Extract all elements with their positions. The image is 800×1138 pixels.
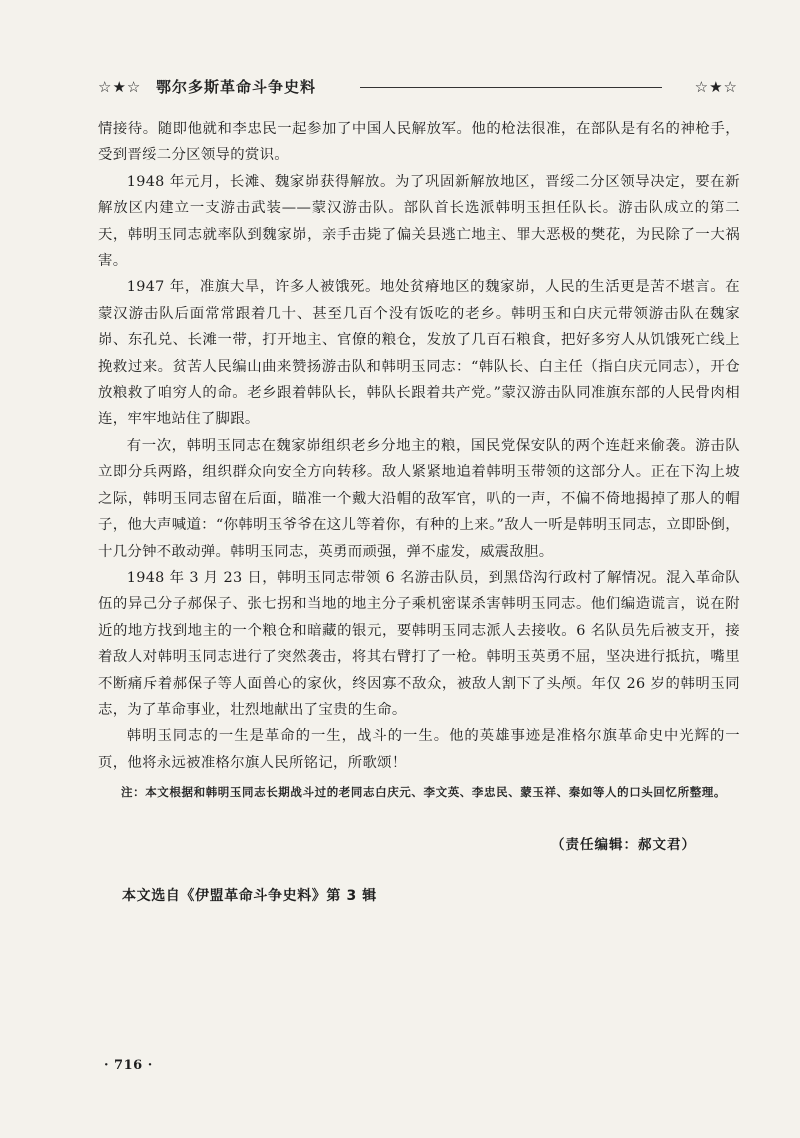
footnote: 注：本文根据和韩明玉同志长期战斗过的老同志白庆元、李文英、李忠民、蒙玉祥、秦如等人的口头回忆所整理。 xyxy=(121,785,726,800)
paragraph: 1948 年元月，长滩、魏家峁获得解放。为了巩固新解放地区，晋绥二分区领导决定，要在新解放区内建立一支游击武装——蒙汉游击队。部队首长选派韩明玉担任队长。游击队成立的第二天，韩明玉同志就率队到魏家峁，亲手击毙了偏关县逃亡地主、罪大恶极的樊花，为民除了一大祸害。 xyxy=(98,173,740,270)
paragraph: 有一次，韩明玉同志在魏家峁组织老乡分地主的粮，国民党保安队的两个连赶来偷袭。游击队立即分兵两路，组织群众向安全方向转移。敌人紧紧地追着韩明玉带领的这部分人。正在下沟上坡之际，韩明玉同志留在后面，瞄准一个戴大沿帽的敌军官，叭的一声，不偏不倚地揭掉了那人的帽子，他大声喊道：“你韩明玉爷爷在这儿等着你，有种的上来。”敌人一听是韩明玉同志，立即卧倒，十几分钟不敢动弹。韩明玉同志，英勇而顽强，弹不虚发，威震敌胆。 xyxy=(98,437,740,560)
source-citation: 本文选自《伊盟革命斗争史料》第 3 辑 xyxy=(122,888,377,904)
responsible-editor: （责任编辑：郝文君） xyxy=(551,837,696,853)
page-number: · 716 · xyxy=(104,1058,153,1073)
header-stars-left-icon: ☆★☆ xyxy=(98,78,142,96)
header-rule xyxy=(360,87,662,88)
paragraph: 1948 年 3 月 23 日，韩明玉同志带领 6 名游击队员，到黑岱沟行政村了解情况。混入革命队伍的异己分子郝保子、张七拐和当地的地主分子乘机密谋杀害韩明玉同志。他们编造谎言，说在附近的地方找到地主的一个粮仓和暗藏的银元，要韩明玉同志派人去接收。6 名队员先后被支开，接着敌人对韩明玉同志进行了突然袭击，将其右臂打了一枪。韩明玉英勇不屈，坚决进行抵抗，嘴里不断痛斥着郝保子等人面兽心的家伙，终因寡不敌众，被敌人割下了头颅。年仅 26 岁的韩明玉同志，为了革命事业，壮烈地献出了宝贵的生命。 xyxy=(98,569,740,718)
header-stars-right-icon: ☆★☆ xyxy=(694,78,738,96)
paragraph: 韩明玉同志的一生是革命的一生，战斗的一生。他的英雄事迹是准格尔旗革命史中光辉的一页，他将永远被准格尔旗人民所铭记，所歌颂！ xyxy=(98,728,740,771)
article-body xyxy=(98,116,740,804)
paragraph-continued: 情接待。随即他就和李忠民一起参加了中国人民解放军。他的枪法很准，在部队是有名的神枪手，受到晋绥二分区领导的赏识。 xyxy=(98,121,740,164)
header-title: 鄂尔多斯革命斗争史料 xyxy=(156,78,317,96)
paragraph: 1947 年，准旗大旱，许多人被饿死。地处贫瘠地区的魏家峁，人民的生活更是苦不堪言。在蒙汉游击队后面常常跟着几十、甚至几百个没有饭吃的老乡。韩明玉和白庆元带领游击队在魏家峁、东孔兑、长滩一带，打开地主、官僚的粮仓，发放了几百石粮食，把好多穷人从饥饿死亡线上挽救过来。贫苦人民编山曲来赞扬游击队和韩明玉同志：“韩队长、白主任（指白庆元同志），开仓放粮救了咱穷人的命。老乡跟着韩队长，韩队长跟着共产党。”蒙汉游击队同准旗东部的人民骨肉相连，牢牢地站住了脚跟。 xyxy=(98,279,740,428)
running-header xyxy=(98,76,738,102)
